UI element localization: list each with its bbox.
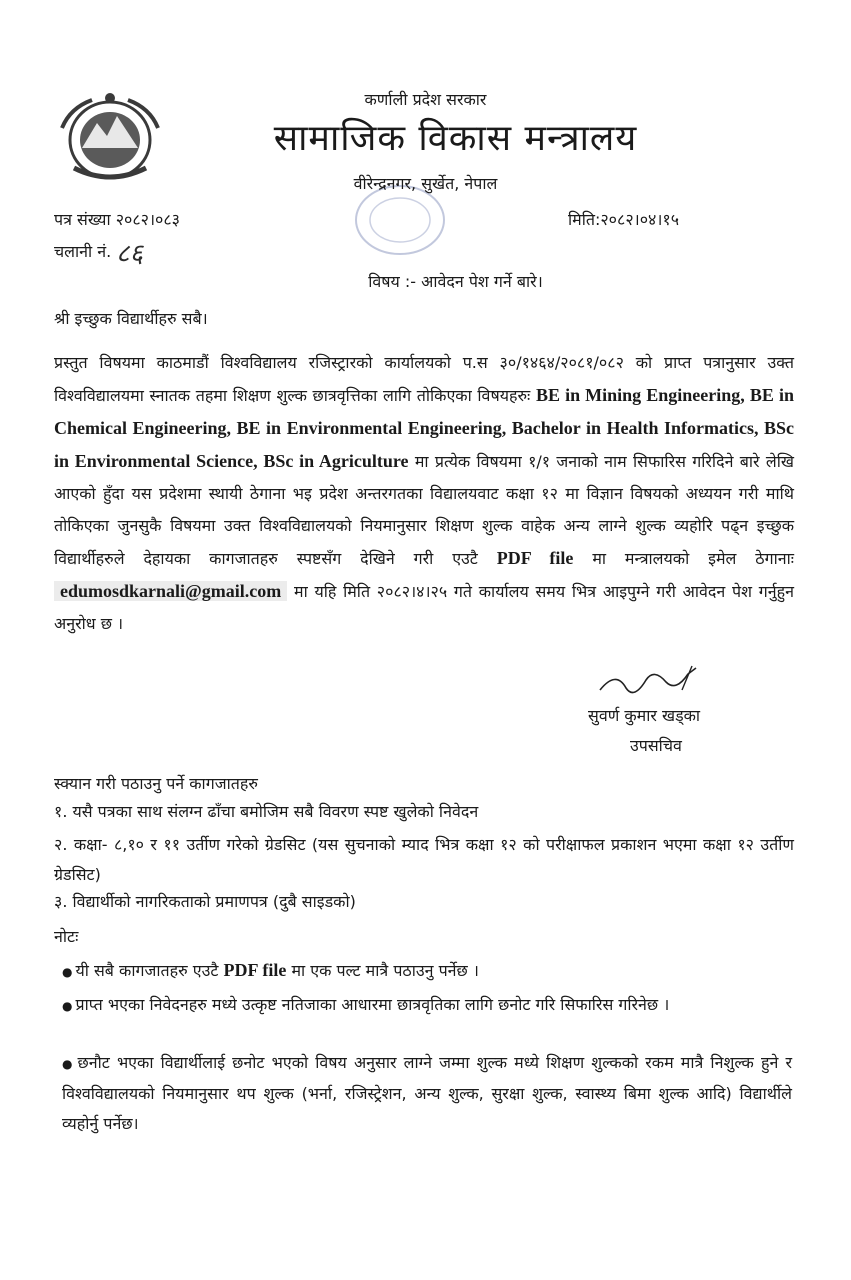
government-name: कर्णाली प्रदेश सरकार [364, 90, 487, 109]
note-text: प्राप्त भएका निवेदनहरु मध्ये उत्कृष्ट नतिजाका आधारमा छात्रवृतिका लागि छनोट गरि सिफारिस गरिनेछ । [75, 995, 670, 1014]
bullet-icon: ● [62, 999, 73, 1013]
bullet-icon: ● [62, 965, 73, 979]
body-text-part2: मा प्रत्येक विषयमा १/१ जनाको नाम सिफारिस गरिदिने बारे लेखि आएको हुँदा यस प्रदेशमा स्थायी ठेगाना भइ प्रदेश अन्तरगतका विद्यालयवाट कक्षा १२ मा विज्ञान विषयको अध्ययन गरी माथि तोकिएका जुनसुकै विषयमा उक्त विश्वविद्यालयको नियमानुसार शिक्षण शुल्क वाहेक अन्य लाग्ने शुल्क व्यहोरि पढ्न इच्छुक विद्यार्थीहरुले देहायका कागजातहरु स्पष्टसँग देखिने गरी एउटै [54, 452, 794, 568]
document-item: ३. विद्यार्थीको नागरिकताको प्रमाणपत्र (दुबै साइडको) [54, 892, 356, 911]
reference-number: पत्र संख्या २०८२।०८३ [54, 210, 180, 229]
note-text: छनौट भएका विद्यार्थीलाई छनोट भएको विषय अनुसार लाग्ने जम्मा शुल्क मध्ये शिक्षण शुल्कको रकम मात्रै निशुल्क हुने र विश्वविद्यालयको नियमानुसार थप शुल्क (भर्ना, रजिस्ट्रेशन, अन्य शुल्क, सुरक्षा शुल्क, स्वास्थ्य बिमा शुल्क आदि) विद्यार्थीले व्यहोर्नु पर्नेछ। [62, 1053, 792, 1133]
document-item: २. कक्षा- ८,१० र ११ उर्तीण गरेको ग्रेडसिट (यस सुचनाको म्याद भित्र कक्षा १२ को परीक्षाफल प्रकाशन भएमा कक्षा १२ उर्तीण ग्रेडसिट) [54, 835, 794, 884]
body-email: edumosdkarnali@gmail.com [54, 581, 287, 601]
body-text-part3: मा मन्त्रालयको इमेल ठेगानाः [592, 549, 794, 568]
body-text-part4: मा यहि मिति २०८२।४।२५ गते कार्यालय समय भित्र आइपुग्ने गरी आवेदन पेश गर्नुहुन अनुरोध छ । [54, 582, 794, 633]
note-item [62, 1048, 792, 1139]
dispatch-number-label: चलानी नं. [54, 242, 112, 261]
body-text-part1: प्रस्तुत विषयमा काठमाडौं विश्वविद्यालय रजिस्ट्रारको कार्यालयको प.स ३०/१४६४/२०८१/०८२ को प्राप्त पत्रानुसार उक्त विश्वविद्यालयमा स्नातक तहमा शिक्षण शुल्क छात्रवृत्तिका लागि तोकिएका विषयहरुः [54, 353, 794, 405]
notes-heading: नोटः [54, 927, 79, 946]
letter-subject: विषय :- आवेदन पेश गर्ने बारे। [368, 272, 543, 291]
ministry-title: सामाजिक विकास मन्त्रालय [273, 118, 638, 159]
documents-heading: स्क्यान गरी पठाउनु पर्ने कागजातहरु [54, 774, 258, 793]
ministry-address: वीरेन्द्रनगर, सुर्खेत, नेपाल [353, 174, 498, 193]
dispatch-number-value: ८६ [116, 239, 144, 269]
note-text: यी सबै कागजातहरु एउटै [75, 961, 219, 980]
note-text: मा एक पल्ट मात्रै पठाउनु पर्नेछ । [291, 961, 479, 980]
body-subjects: BE in Mining Engineering, BE in Chemical Engineering, BE in Environmental Engineering, Bachelor in Health Informatics, BSc in Environmental Science, BSc in Agriculture [54, 385, 794, 471]
signatory-title: उपसचिव [630, 736, 682, 755]
bullet-icon: ● [62, 1057, 75, 1071]
document-item: १. यसै पत्रका साथ संलग्न ढाँचा बमोजिम सबै विवरण स्पष्ट खुलेको निवेदन [54, 802, 479, 821]
handwritten-signature [596, 660, 706, 704]
letter-date: मिति:२०८२।०४।१५ [568, 210, 680, 229]
body-pdf-label: PDF file [496, 548, 574, 568]
signatory-name: सुवर्ण कुमार खड्का [588, 706, 701, 725]
salutation: श्री इच्छुक विद्यार्थीहरु सबै। [54, 309, 208, 328]
note-pdf-label: PDF file [223, 960, 287, 980]
note-item [62, 955, 792, 987]
note-item [62, 990, 792, 1021]
letter-body [54, 347, 794, 640]
